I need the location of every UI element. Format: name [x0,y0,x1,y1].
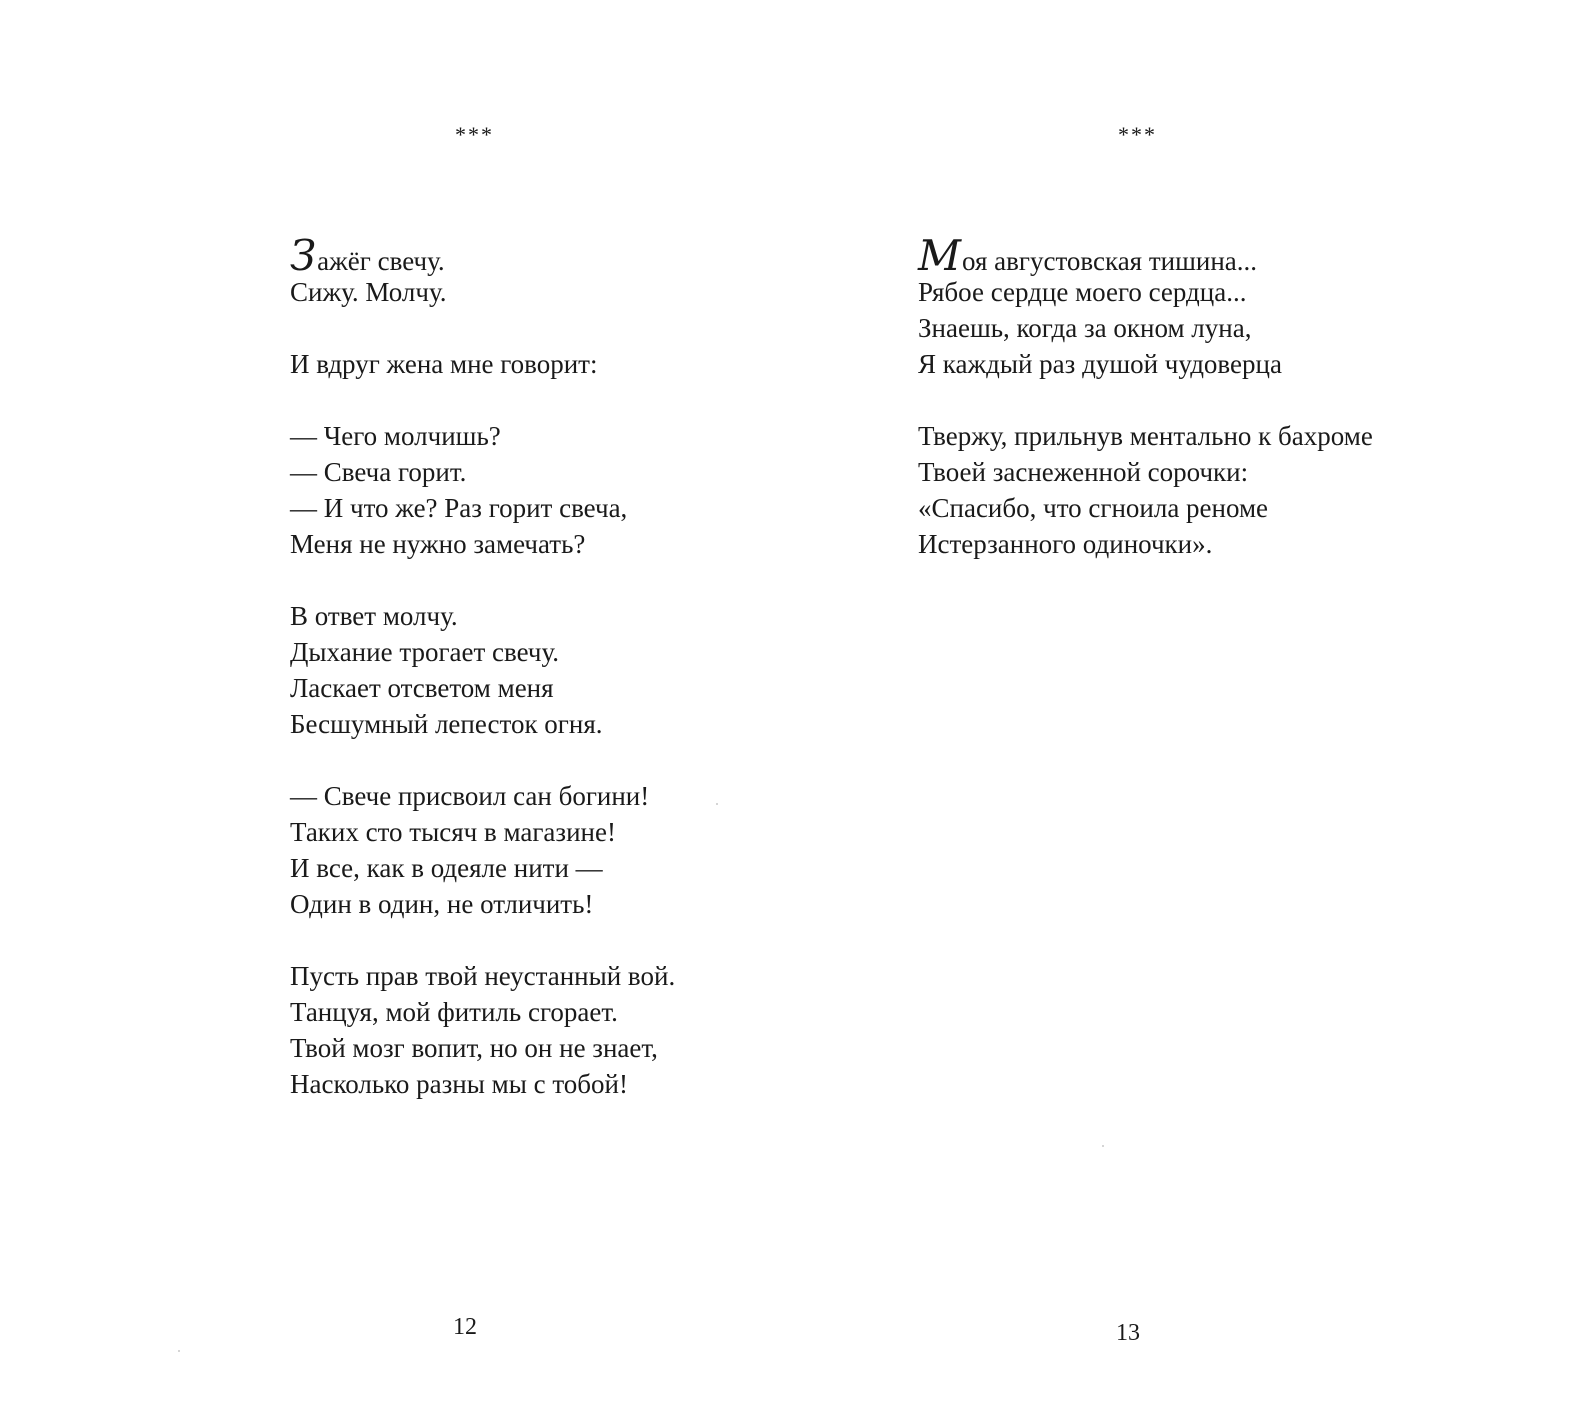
poem [918,231,1373,562]
poem-line: Твоей заснеженной сорочки: [918,457,1249,487]
poem-lines [918,274,1373,562]
poem-line: Истерзанного одиночки». [918,529,1213,559]
scan-speck [1102,1145,1104,1147]
drop-cap: М [918,231,962,280]
poem-line: И все, как в одеяле нити — [290,853,603,883]
first-line-text: ажёг свечу. [317,246,445,276]
poem [290,231,676,1102]
poem-line: Пусть прав твой неустанный вой. [290,961,676,991]
scan-speck [716,803,718,805]
poem-line: Рябое сердце моего сердца... [918,277,1247,307]
right-page [792,0,1584,1420]
poem-line: Дыхание трогает свечу. [290,637,560,667]
poem-line: Меня не нужно замечать? [290,529,586,559]
poem-line: Ласкает отсветом меня [290,673,554,703]
first-line-text: оя августовская тишина... [962,246,1258,276]
poem-line: Сижу. Молчу. [290,277,447,307]
poem-line: Бесшумный лепесток огня. [290,709,603,739]
poem-line: Твой мозг вопит, но он не знает, [290,1033,658,1063]
poem-line: — Свеча горит. [290,457,467,487]
scan-speck [178,1350,180,1352]
poem-lines [290,274,675,1102]
page-number: 13 [1116,1320,1140,1346]
poem-line: Насколько разны мы с тобой! [290,1069,628,1099]
poem-line: Таких сто тысяч в магазине! [290,817,616,847]
poem-line: В ответ молчу. [290,601,458,631]
stanza-break [290,310,675,346]
stanza-break [290,922,675,958]
poem-first-line [918,231,1373,280]
stanza-break [290,562,675,598]
poem-first-line [290,231,675,280]
poem-line: Твержу, прильнув ментально к бахроме [918,421,1373,451]
section-separator: *** [455,122,494,147]
stanza-break [290,382,675,418]
section-separator: *** [1118,122,1157,147]
poem-line: И вдруг жена мне говорит: [290,349,598,379]
stanza-break [918,382,1373,418]
poem-line: Знаешь, когда за окном луна, [918,313,1252,343]
poem-line: «Спасибо, что сгноила реноме [918,493,1269,523]
poem-line: Танцуя, мой фитиль сгорает. [290,997,618,1027]
poem-line: Я каждый раз душой чудоверца [918,349,1282,379]
page-number: 12 [453,1314,477,1340]
poem-line: Один в один, не отличить! [290,889,594,919]
drop-cap: З [290,231,317,280]
poem-line: — Чего молчишь? [290,421,501,451]
poem-line: — Свече присвоил сан богини! [290,781,650,811]
poem-line: — И что же? Раз горит свеча, [290,493,628,523]
stanza-break [290,742,675,778]
